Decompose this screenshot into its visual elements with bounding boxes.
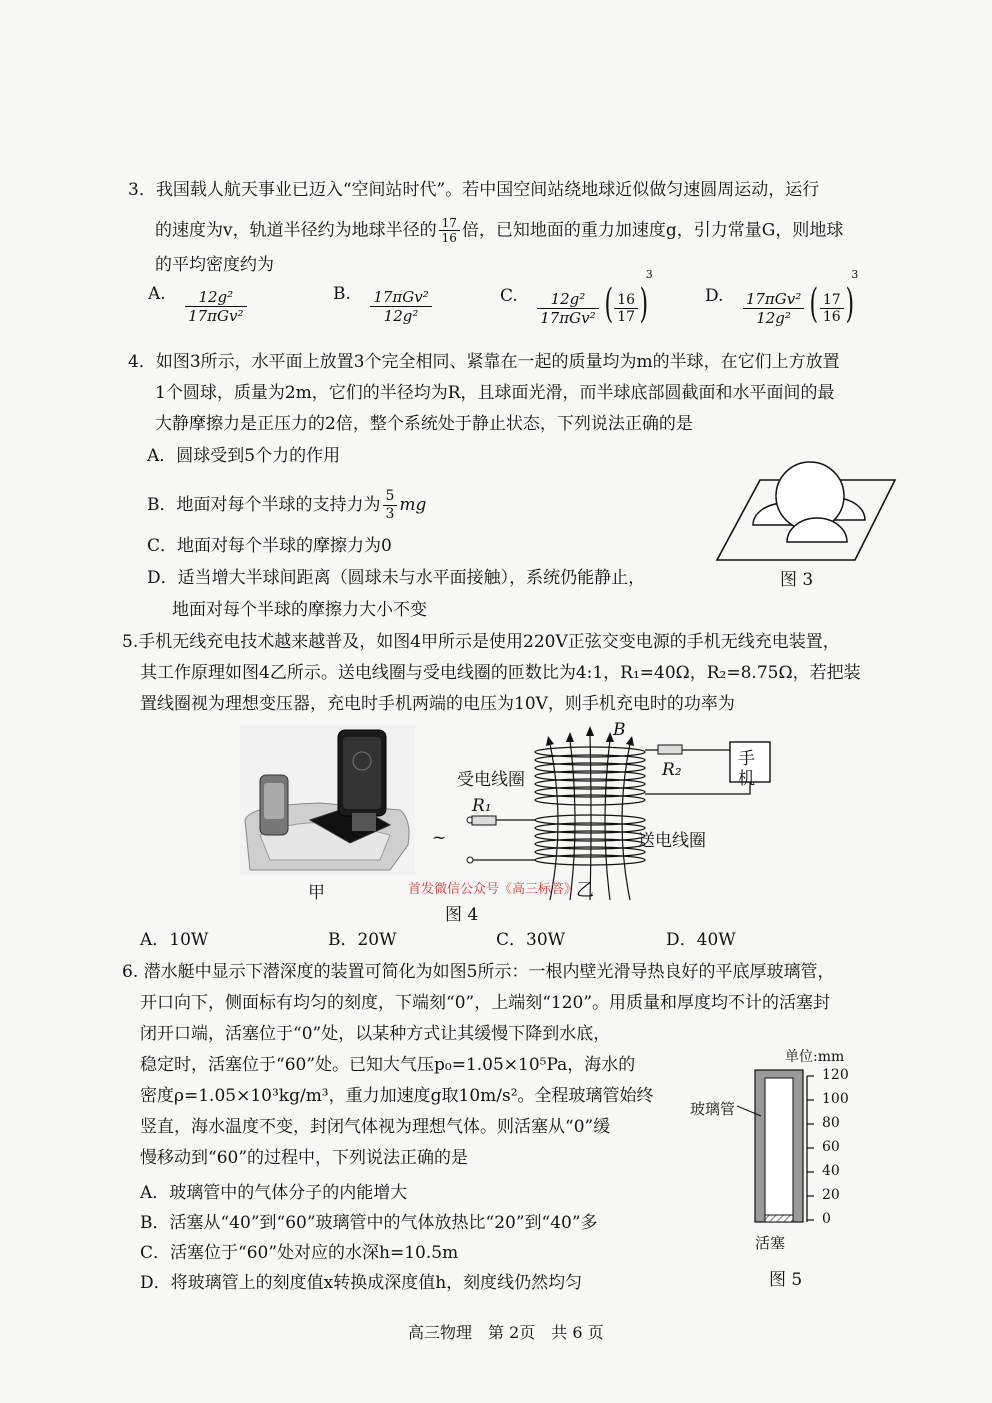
- q3-option-a-num: 12g²: [185, 288, 246, 307]
- figure-5-unit: 单位:mm: [785, 1049, 845, 1065]
- q4-option-b-num: 5: [383, 488, 398, 506]
- q6-line4: 稳定时，活塞位于“60”处。已知大气压p₀=1.05×10⁵Pa，海水的: [140, 1055, 636, 1075]
- q3-option-c-pnum: 16: [614, 292, 638, 309]
- q3-line2: [155, 216, 843, 246]
- figure-5-tick-80: 80: [822, 1115, 840, 1131]
- q3-ratio: [439, 216, 460, 246]
- q6-line2: 开口向下，侧面标有均匀的刻度，下端刻“0”，上端刻“120”。用质量和厚度均不计的活塞封: [140, 993, 831, 1013]
- q3-option-c-pden: 17: [617, 308, 636, 325]
- q4-line3: 大静摩擦力是正压力的2倍，整个系统处于静止状态，下列说法正确的是: [155, 414, 693, 434]
- q5-line2: 其工作原理如图4乙所示。送电线圈与受电线圈的匝数比为4:1，R₁=40Ω，R₂=8.75Ω，若把装: [140, 663, 861, 683]
- q6-option-b: B．活塞从“40”到“60”玻璃管中的气体放热比“20”到“40”多: [140, 1213, 598, 1233]
- q3-option-c: C. $\frac{\text{12g²}}{\text{17πGv²}}$ ( $\frac{16}{17}$ )$^3$: [500, 268, 653, 327]
- figure-4-label-receive-coil: 受电线圈: [457, 770, 525, 790]
- q3-ratio-den: 16: [441, 231, 457, 246]
- q5-line3: 置线圈视为理想变压器，充电时手机两端的电压为10V，则手机充电时的功率为: [140, 694, 735, 714]
- q3-option-d-frac: [743, 290, 804, 327]
- figure-4-label-phone-2: 机: [738, 768, 755, 789]
- figure-5-label-tube: 玻璃管: [690, 1100, 736, 1118]
- watermark: 首发微信公众号《高三标答》: [408, 882, 578, 897]
- q6-option-c: C．活塞位于“60”处对应的水深h=10.5m: [140, 1243, 459, 1263]
- q4-option-c: C．地面对每个半球的摩擦力为0: [147, 536, 392, 556]
- figure-3-hemispheres: [715, 450, 900, 570]
- q4-line2: 1个圆球，质量为2m，它们的半径均为R，且球面光滑，而半球底部圆截面和水平面间的最: [155, 383, 835, 403]
- figure-4-label-ac: ~: [432, 828, 447, 848]
- figure-5-tick-20: 20: [822, 1187, 840, 1203]
- q6-line6: 竖直，海水温度不变，封闭气体视为理想气体。则活塞从“0”缓: [140, 1117, 611, 1137]
- figure-3-caption: 图 3: [780, 570, 814, 590]
- q3-option-d-pden: 16: [822, 308, 841, 325]
- q4-option-b: [147, 488, 426, 523]
- q3-line3: 的平均密度约为: [155, 255, 274, 275]
- q3-option-c-exp: 3: [645, 268, 653, 281]
- q3-option-b-num: 17πGv²: [370, 288, 431, 307]
- figure-4-charger-photo: [240, 725, 415, 875]
- figure-5-tick-40: 40: [822, 1163, 840, 1179]
- q5-option-d: D．40W: [666, 930, 736, 950]
- q3-line1: 3．我国载人航天事业已迈入“空间站时代”。若中国空间站绕地球近似做匀速圆周运动，运行: [128, 180, 820, 200]
- q3-option-c-den: 17πGv²: [540, 308, 596, 327]
- q4-option-b-text: B．地面对每个半球的支持力为: [147, 494, 381, 515]
- figure-4-label-jia: 甲: [308, 883, 325, 903]
- q5-option-b: B．20W: [328, 930, 397, 950]
- q5-option-c: C．30W: [496, 930, 566, 950]
- figure-5-tick-100: 100: [822, 1091, 849, 1107]
- q3-option-b: [333, 284, 434, 325]
- q3-option-d-pnum: 17: [820, 292, 844, 309]
- q4-option-d-line1: D．适当增大半球间距离（圆球未与水平面接触），系统仍能静止，: [147, 568, 646, 588]
- q6-option-a: A．玻璃管中的气体分子的内能增大: [140, 1183, 408, 1203]
- q3-option-d-label: D.: [705, 285, 724, 306]
- figure-5-caption: 图 5: [769, 1270, 803, 1290]
- q4-option-b-den: 3: [385, 505, 395, 522]
- q3-option-c-label: C.: [500, 285, 518, 306]
- q6-line5: 密度ρ=1.05×10³kg/m³，重力加速度g取10m/s²。全程玻璃管始终: [140, 1086, 654, 1106]
- q3-option-c-pfrac: [614, 292, 638, 325]
- figure-4-label-phone: [738, 750, 755, 789]
- q5-line1: 5.手机无线充电技术越来越普及，如图4甲所示是使用220V正弦交变电源的手机无线充电装置，: [122, 632, 840, 652]
- figure-5-tick-0: 0: [822, 1211, 831, 1227]
- page-footer: 高三物理 第 2页 共 6 页: [408, 1323, 604, 1342]
- figure-4-label-send-coil: 送电线圈: [638, 831, 706, 851]
- q3-option-a: [148, 284, 249, 325]
- figure-5-tick-60: 60: [822, 1139, 840, 1155]
- q6-line1: 6. 潜水艇中显示下潜深度的装置可简化为如图5所示：一根内壁光滑导热良好的平底厚玻璃管，: [122, 962, 835, 982]
- q3-option-c-frac: [537, 290, 598, 327]
- q3-option-d-exp: 3: [851, 268, 859, 281]
- q3-option-d: D. $\frac{\text{17πGv²}}{\text{12g²}}$ ( $\frac{17}{16}$ )$^3$: [705, 268, 859, 327]
- q6-line3: 闭开口端，活塞位于“0”处，以某种方式让其缓慢下降到水底，: [140, 1024, 611, 1044]
- q4-option-d-line2: 地面对每个半球的摩擦力大小不变: [172, 600, 427, 620]
- figure-4-label-r1: R₁: [472, 796, 492, 816]
- q4-option-a: A．圆球受到5个力的作用: [147, 446, 341, 466]
- figure-4-label-b: B: [613, 720, 626, 740]
- q3-option-a-den: 17πGv²: [188, 307, 244, 325]
- q3-line2a: 的速度为v，轨道半径约为地球半径的: [155, 220, 437, 241]
- q4-option-b-mg: mg: [399, 494, 427, 515]
- q3-option-b-frac: [370, 288, 431, 325]
- q3-option-a-frac: [185, 288, 246, 325]
- q3-option-b-label: B.: [333, 284, 351, 304]
- q4-option-b-frac: [383, 488, 398, 523]
- q3-option-b-den: 12g²: [383, 307, 419, 325]
- q3-option-d-num: 17πGv²: [743, 290, 804, 309]
- q5-option-a: A．10W: [140, 930, 209, 950]
- figure-5-tube-pointer: [735, 1100, 765, 1120]
- q3-line2b: 倍，已知地面的重力加速度g，引力常量G，则地球: [461, 220, 844, 241]
- figure-5-tick-120: 120: [822, 1067, 849, 1083]
- q4-line1: 4．如图3所示，水平面上放置3个完全相同、紧靠在一起的质量均为m的半球，在它们上方放置: [128, 352, 840, 372]
- q6-line7: 慢移动到“60”的过程中，下列说法正确的是: [140, 1148, 469, 1168]
- q3-option-a-label: A.: [148, 284, 166, 304]
- q6-option-d: D．将玻璃管上的刻度值x转换成深度值h，刻度线仍然均匀: [140, 1273, 583, 1293]
- figure-4-label-yi: 乙: [576, 880, 594, 901]
- q3-option-d-pfrac: [820, 292, 844, 325]
- q3-option-d-den: 12g²: [756, 308, 791, 327]
- figure-5-label-piston: 活塞: [755, 1234, 786, 1252]
- figure-4-label-phone-1: 手: [738, 749, 755, 769]
- q3-ratio-num: 17: [439, 216, 460, 231]
- q3-option-c-num: 12g²: [537, 290, 598, 309]
- figure-4-caption: 图 4: [445, 905, 479, 925]
- figure-4-label-r2: R₂: [662, 760, 682, 780]
